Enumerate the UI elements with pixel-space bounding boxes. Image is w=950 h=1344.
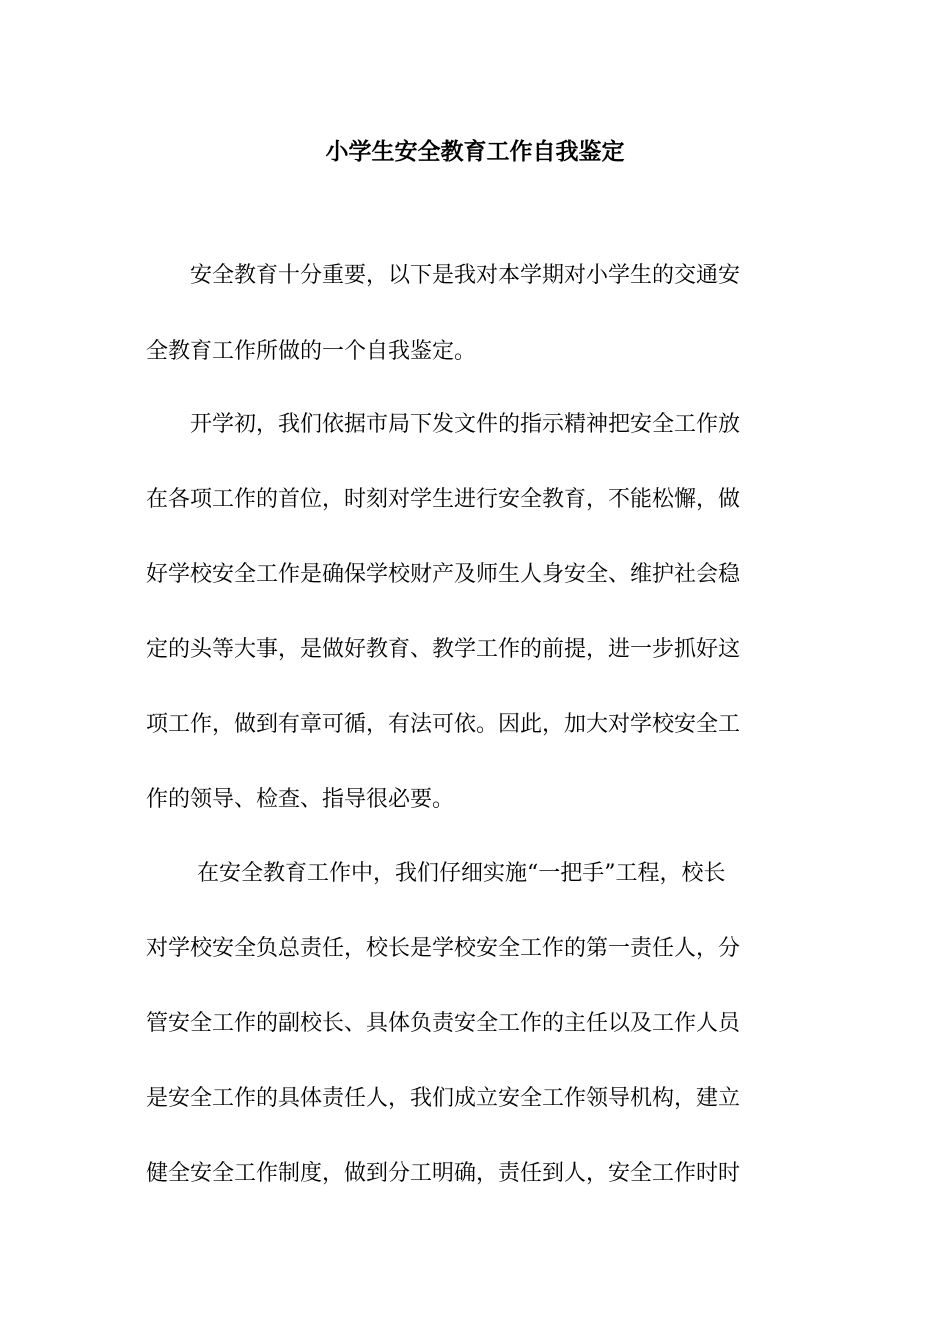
text-line-2: 全教育工作所做的一个自我鉴定。 xyxy=(146,339,477,364)
text-line-11: 管安全工作的副校长、具体负责安全工作的主任以及工作人员 xyxy=(146,1011,741,1036)
text-line-10: 对学校安全负总责任，校长是学校安全工作的第一责任人，分 xyxy=(146,936,741,961)
text-line-3: 开学初，我们依据市局下发文件的指示精神把安全工作放 xyxy=(146,412,741,437)
text-line-5: 好学校安全工作是确保学校财产及师生人身安全、维护社会稳 xyxy=(146,562,741,587)
text-line-7: 项工作，做到有章可循，有法可依。因此，加大对学校安全工 xyxy=(146,712,741,737)
document-title: 小学生安全教育工作自我鉴定 xyxy=(325,138,625,165)
text-line-4: 在各项工作的首位，时刻对学生进行安全教育，不能松懈，做 xyxy=(146,487,741,512)
text-line-1: 安全教育十分重要，以下是我对本学期对小学生的交通安 xyxy=(146,263,741,288)
text-line-8: 作的领导、检查、指导很必要。 xyxy=(146,787,455,812)
text-line-13: 健全安全工作制度，做到分工明确，责任到人，安全工作时时 xyxy=(146,1161,741,1186)
text-line-12: 是安全工作的具体责任人，我们成立安全工作领导机构，建立 xyxy=(146,1086,741,1111)
text-line-6: 定的头等大事，是做好教育、教学工作的前提，进一步抓好这 xyxy=(146,637,741,662)
text-line-9: 在安全教育工作中，我们仔细实施“一把手”工程，校长 xyxy=(146,861,726,886)
